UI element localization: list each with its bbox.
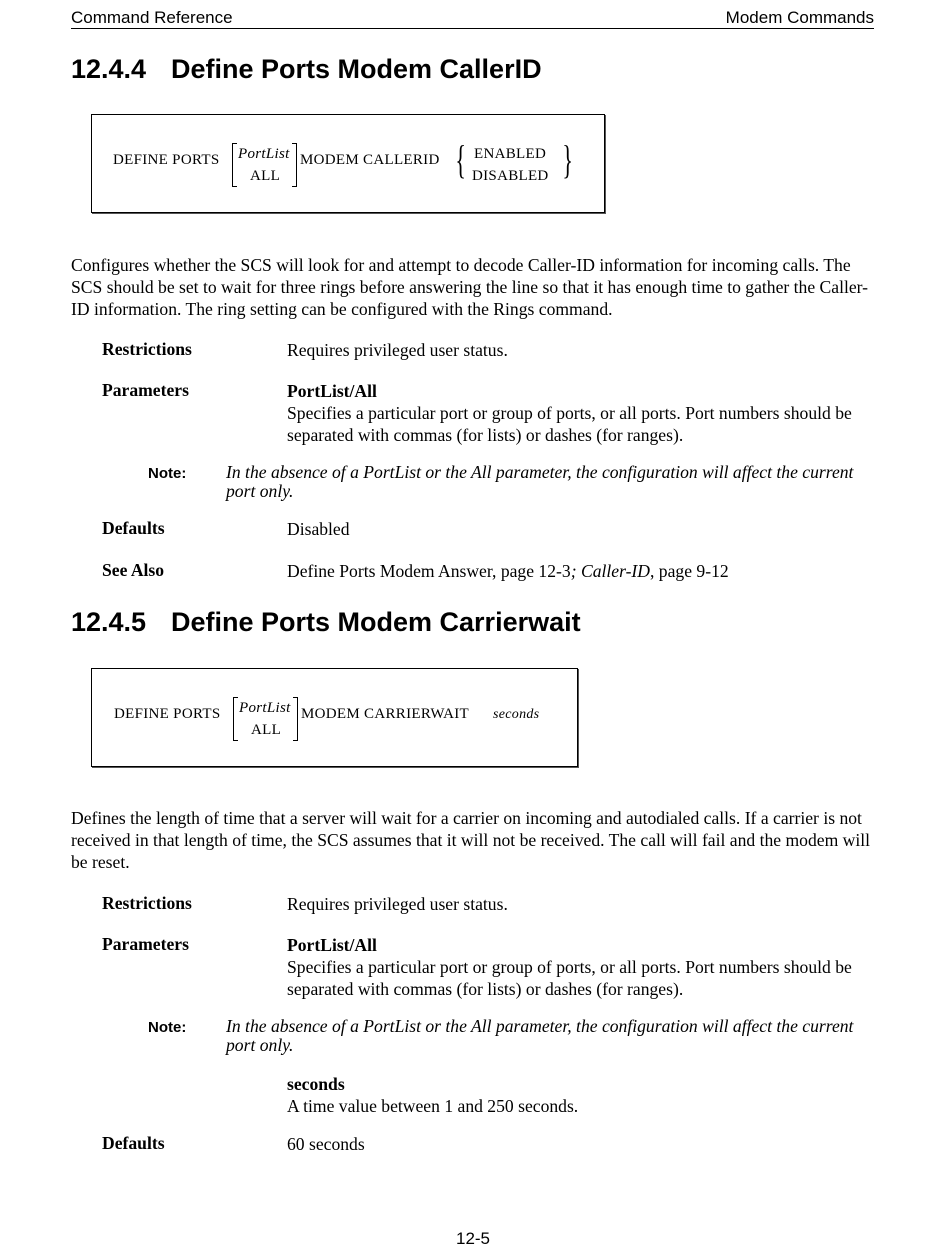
parameter-block-seconds bbox=[287, 1073, 877, 1117]
syntax-choice-disabled: DISABLED bbox=[472, 168, 549, 184]
syntax-command-2: MODEM CARRIERWAIT bbox=[301, 706, 470, 722]
syntax-option-portlist: PortList bbox=[238, 146, 290, 162]
parameter-name: PortList/All bbox=[287, 935, 377, 955]
parameter-block bbox=[287, 934, 877, 1000]
parameter-description: Specifies a particular port or group of ports, or all ports. Port numbers should be separated with commas (for lists) or dashes (for ranges). bbox=[287, 957, 852, 999]
parameter-name-seconds: seconds bbox=[287, 1074, 345, 1094]
defaults-text: Disabled bbox=[287, 519, 350, 539]
restrictions-text: Requires privileged user status. bbox=[287, 340, 508, 360]
syntax-box-carrierwait bbox=[91, 668, 578, 767]
see-also-text bbox=[287, 560, 877, 582]
syntax-choice-enabled: ENABLED bbox=[474, 146, 547, 162]
restrictions-label: Restrictions bbox=[102, 893, 192, 913]
section-number: 12.4.5 bbox=[71, 607, 147, 637]
defaults-label: Defaults bbox=[102, 1133, 165, 1153]
section-title: Define Ports Modem CallerID bbox=[171, 54, 542, 84]
running-header bbox=[71, 8, 874, 29]
bracket-right bbox=[292, 143, 297, 187]
syntax-option-all: ALL bbox=[251, 722, 282, 738]
parameter-block bbox=[287, 380, 877, 446]
see-also-label: See Also bbox=[102, 560, 165, 580]
restrictions-text: Requires privileged user status. bbox=[287, 894, 508, 914]
header-right: Modem Commands bbox=[725, 8, 874, 27]
section-heading-callerid bbox=[71, 54, 542, 85]
parameters-label: Parameters bbox=[102, 380, 189, 400]
bracket-right bbox=[293, 697, 298, 741]
parameters-label: Parameters bbox=[102, 934, 189, 954]
syntax-box-callerid bbox=[91, 114, 605, 213]
header-left: Command Reference bbox=[71, 8, 233, 27]
see-also-page: , page 9-12 bbox=[650, 561, 729, 581]
section-heading-carrierwait bbox=[71, 607, 581, 638]
see-also-link-answer[interactable]: Define Ports Modem Answer, page 12-3 bbox=[287, 561, 571, 581]
bracket-left bbox=[233, 697, 238, 741]
syntax-command-2: MODEM CALLERID bbox=[300, 152, 440, 168]
note-label: Note: bbox=[148, 465, 187, 482]
page-number: 12-5 bbox=[455, 1229, 491, 1248]
description-carrierwait: Defines the length of time that a server will wait for a carrier on incoming and autodialed calls. If a carrier is not received in that length of time, the SCS assumes that it will not be received. The call will fail and the modem will be reset. bbox=[71, 808, 871, 872]
syntax-command: DEFINE PORTS bbox=[114, 706, 221, 722]
parameter-name: PortList/All bbox=[287, 381, 377, 401]
section-title: Define Ports Modem Carrierwait bbox=[171, 607, 581, 637]
see-also-link-callerid[interactable]: Caller-ID bbox=[580, 561, 650, 581]
description-callerid: Configures whether the SCS will look for and attempt to decode Caller-ID information for incoming calls. The SCS should be set to wait for three rings before answering the line so that it has enough time to gather the Caller-ID information. The ring setting can be configured with the Rings command. bbox=[71, 255, 869, 319]
note-text: In the absence of a PortList or the All parameter, the configuration will affect the current port only. bbox=[226, 462, 854, 501]
brace-right: } bbox=[562, 137, 573, 182]
section-number: 12.4.4 bbox=[71, 54, 147, 84]
parameter-description-seconds: A time value between 1 and 250 seconds. bbox=[287, 1096, 579, 1116]
see-also-separator: ; bbox=[570, 561, 581, 581]
note-label: Note: bbox=[148, 1019, 187, 1036]
syntax-command: DEFINE PORTS bbox=[113, 152, 220, 168]
bracket-left bbox=[232, 143, 237, 187]
note-text: In the absence of a PortList or the All parameter, the configuration will affect the current port only. bbox=[226, 1016, 854, 1055]
syntax-option-all: ALL bbox=[250, 168, 281, 184]
syntax-argument-seconds: seconds bbox=[493, 707, 540, 722]
restrictions-label: Restrictions bbox=[102, 339, 192, 359]
syntax-option-portlist: PortList bbox=[239, 700, 291, 716]
brace-left: { bbox=[455, 137, 466, 182]
defaults-label: Defaults bbox=[102, 518, 165, 538]
parameter-description: Specifies a particular port or group of ports, or all ports. Port numbers should be separated with commas (for lists) or dashes (for ranges). bbox=[287, 403, 852, 445]
defaults-text: 60 seconds bbox=[287, 1134, 365, 1154]
